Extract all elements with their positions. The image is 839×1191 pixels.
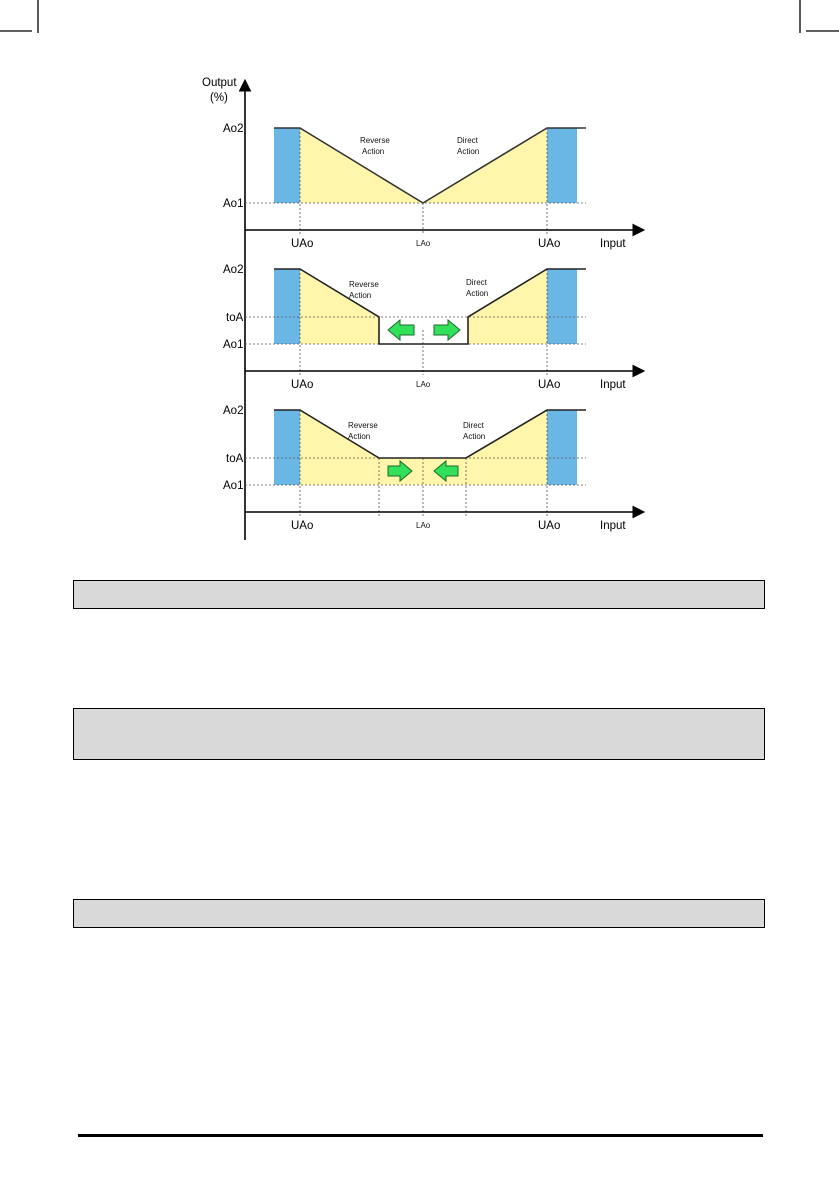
- direct-action-line1: Direct: [457, 136, 478, 145]
- label-uao-right: UAo: [538, 238, 561, 250]
- left-arrow-icon: [388, 320, 414, 340]
- label-uao-right: UAo: [538, 520, 561, 532]
- direct-action-line2: Action: [466, 289, 489, 298]
- label-lao: LAo: [416, 380, 431, 389]
- direct-action-line2: Action: [463, 432, 486, 441]
- panel-2: [223, 264, 642, 391]
- reverse-action-line2: Action: [349, 291, 372, 300]
- label-toa: toA: [226, 453, 244, 465]
- page-corner-marks: [0, 0, 839, 40]
- blue-zone-right: [547, 128, 577, 203]
- blue-zone-left: [274, 410, 300, 485]
- panel-3: [223, 405, 642, 532]
- section-box-1: [73, 580, 765, 609]
- label-uao-left: UAo: [291, 520, 314, 532]
- label-ao1: Ao1: [223, 480, 244, 492]
- label-uao-right: UAo: [538, 379, 561, 391]
- direct-action-line1: Direct: [463, 421, 484, 430]
- reverse-action-line1: Reverse: [349, 280, 379, 289]
- blue-zone-right: [547, 269, 577, 344]
- y-axis-title-line2: (%): [210, 92, 228, 104]
- reverse-action-line1: Reverse: [360, 136, 390, 145]
- blue-zone-right: [547, 410, 577, 485]
- section-box-3: [73, 899, 765, 928]
- label-uao-left: UAo: [291, 379, 314, 391]
- footer-rule: [78, 1134, 763, 1137]
- direct-action-line2: Action: [457, 147, 480, 156]
- label-ao1: Ao1: [223, 339, 244, 351]
- label-input: Input: [600, 238, 626, 250]
- label-lao: LAo: [416, 521, 431, 530]
- label-toa: toA: [226, 312, 244, 324]
- trapezoid-fill: [300, 410, 547, 485]
- direct-action-line1: Direct: [466, 278, 487, 287]
- section-box-2: [73, 708, 765, 760]
- label-ao2: Ao2: [223, 405, 244, 417]
- label-input: Input: [600, 520, 626, 532]
- panel-1: [223, 123, 642, 250]
- reverse-action-line2: Action: [362, 147, 385, 156]
- label-uao-left: UAo: [291, 238, 314, 250]
- reverse-action-line1: Reverse: [348, 421, 378, 430]
- label-ao2: Ao2: [223, 264, 244, 276]
- blue-zone-left: [274, 128, 300, 203]
- label-ao1: Ao1: [223, 198, 244, 210]
- reverse-action-line2: Action: [348, 432, 371, 441]
- label-input: Input: [600, 379, 626, 391]
- label-ao2: Ao2: [223, 123, 244, 135]
- y-axis-title-line1: Output: [202, 77, 237, 89]
- blue-zone-left: [274, 269, 300, 344]
- right-arrow-icon: [434, 320, 460, 340]
- output-action-diagram: [190, 70, 650, 540]
- label-lao: LAo: [416, 239, 431, 248]
